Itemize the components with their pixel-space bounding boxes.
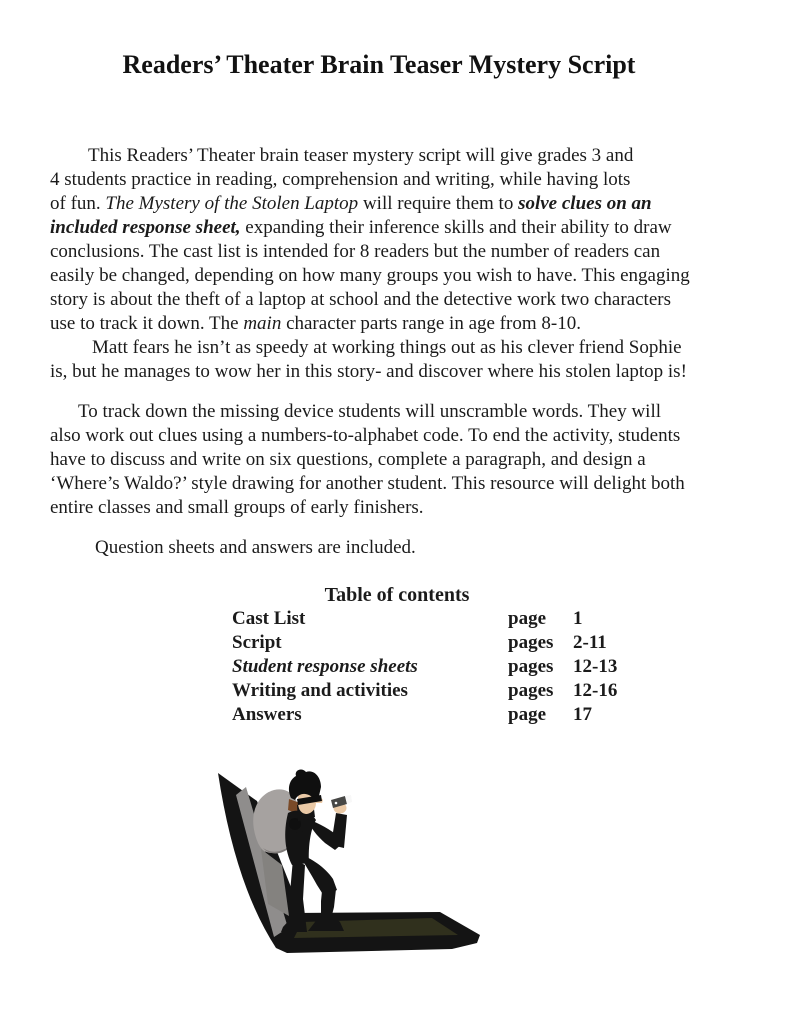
text-line xyxy=(50,288,789,312)
text-line xyxy=(50,400,789,424)
text-line xyxy=(50,424,789,448)
text-line xyxy=(50,240,789,264)
text-segment: entire classes and small groups of early finishers. xyxy=(50,497,424,518)
flashlight-glint xyxy=(335,802,338,805)
text-line xyxy=(50,448,789,472)
toc-page-word: page xyxy=(508,704,546,725)
text-segment: 4 students practice in reading, comprehension and writing, while having lots xyxy=(50,169,631,190)
text-segment: have to discuss and write on six questions, complete a paragraph, and design a xyxy=(50,449,646,470)
emphasis-text: included response sheet, xyxy=(50,217,241,238)
toc-page-word: pages xyxy=(508,656,554,677)
toc-page-number: 2-11 xyxy=(573,632,607,653)
text-segment: character parts range in age from 8-10. xyxy=(281,313,581,334)
toc-row xyxy=(232,631,632,655)
toc-page-number: 12-16 xyxy=(573,680,618,701)
text-segment: use to track it down. The xyxy=(50,313,244,334)
text-segment: also work out clues using a numbers-to-alphabet code. To end the activity, students xyxy=(50,425,681,446)
included-note: Question sheets and answers are included. xyxy=(95,537,416,558)
intro-paragraph xyxy=(50,144,789,384)
activities-paragraph xyxy=(50,400,789,520)
text-segment: will require them to xyxy=(358,193,519,214)
table-of-contents xyxy=(232,583,632,727)
toc-page-word: page xyxy=(508,608,546,629)
book-title-text: The Mystery of the Stolen Laptop xyxy=(105,193,359,214)
text-segment: expanding their inference skills and their ability to draw xyxy=(240,217,672,238)
text-segment: is, but he manages to wow her in this story- and discover where his stolen laptop is! xyxy=(50,361,687,382)
toc-row xyxy=(232,607,632,631)
toc-entry-label: Cast List xyxy=(232,608,306,629)
text-segment: This Readers’ Theater brain teaser mystery script will give grades 3 and xyxy=(88,145,634,166)
toc-row xyxy=(232,655,632,679)
text-line xyxy=(50,168,789,192)
toc-entry-label: Answers xyxy=(232,704,302,725)
front-shin-foot xyxy=(308,889,344,931)
text-line xyxy=(50,360,789,384)
laptop-thief-illustration xyxy=(205,755,515,970)
emphasis-text: solve clues on an xyxy=(518,193,652,214)
toc-entry-label: Writing and activities xyxy=(232,680,408,701)
text-segment: story is about the theft of a laptop at school and the detective work two characters xyxy=(50,289,671,310)
toc-row xyxy=(232,703,632,727)
toc-page-number: 17 xyxy=(573,704,592,725)
text-segment: Matt fears he isn’t as speedy at working things out as his clever friend Sophie xyxy=(92,337,682,358)
text-line xyxy=(50,264,789,288)
text-line xyxy=(50,496,789,520)
thief-figure xyxy=(281,769,352,932)
text-line xyxy=(50,216,789,240)
toc-page-number: 1 xyxy=(573,608,583,629)
text-line xyxy=(50,144,789,168)
right-forearm xyxy=(331,813,347,848)
text-line xyxy=(50,192,789,216)
emphasis-text: main xyxy=(243,313,282,334)
text-line xyxy=(50,472,789,496)
text-segment: easily be changed, depending on how many groups you wish to have. This engaging xyxy=(50,265,690,286)
toc-page-word: pages xyxy=(508,680,554,701)
text-segment: To track down the missing device students will unscramble words. They will xyxy=(78,401,661,422)
toc-page-number: 12-13 xyxy=(573,656,618,677)
toc-entry-label: Student response sheets xyxy=(232,656,418,677)
toc-row xyxy=(232,679,632,703)
text-line xyxy=(50,336,789,360)
page-title: Readers’ Theater Brain Teaser Mystery Script xyxy=(122,50,636,79)
text-segment: ‘Where’s Waldo?’ style drawing for another student. This resource will delight both xyxy=(50,473,685,494)
text-segment: of fun. xyxy=(50,193,106,214)
toc-entry-label: Script xyxy=(232,632,282,653)
toc-title: Table of contents xyxy=(324,584,470,606)
toc-page-word: pages xyxy=(508,632,554,653)
text-line xyxy=(50,312,789,336)
text-segment: conclusions. The cast list is intended for 8 readers but the number of readers can xyxy=(50,241,661,262)
